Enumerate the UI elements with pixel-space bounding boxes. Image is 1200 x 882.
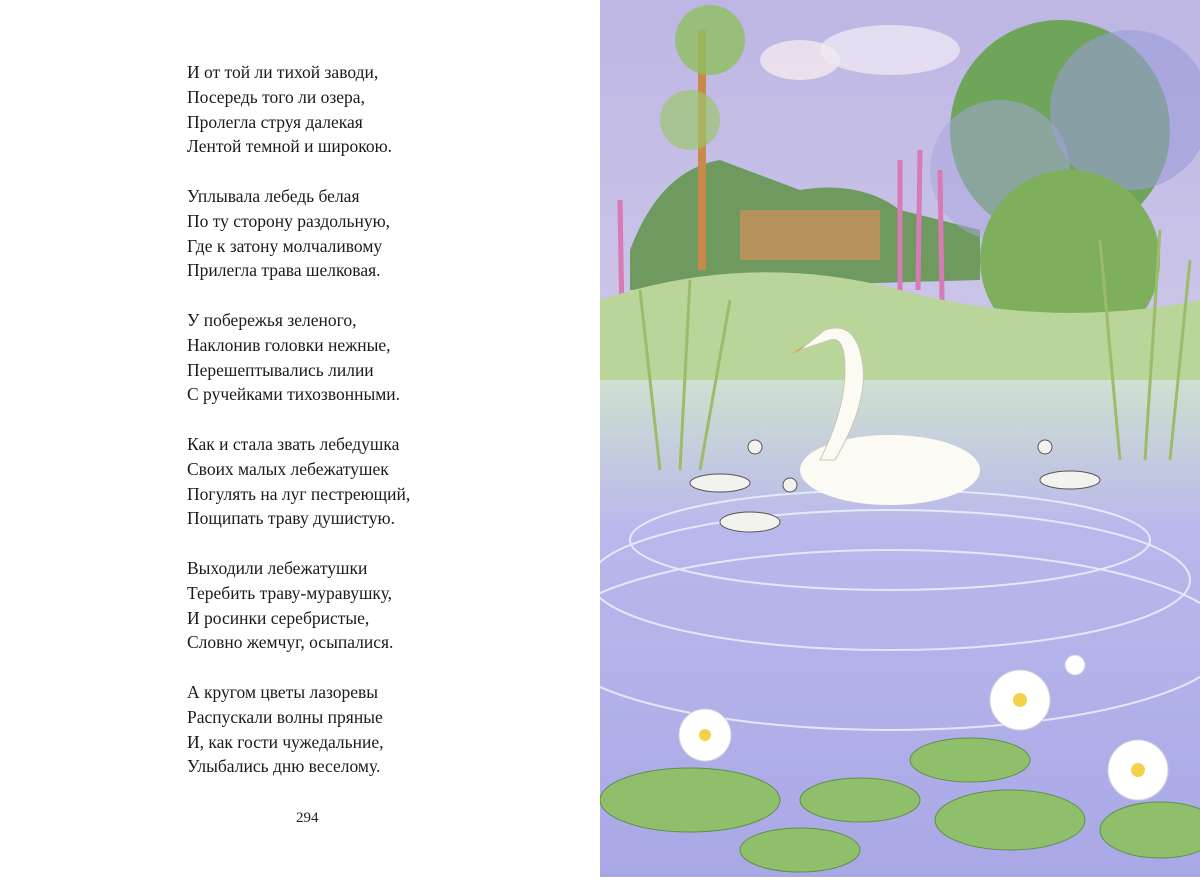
poem-line: Распускали волны пряные xyxy=(187,706,383,727)
poem-line: С ручейками тихозвонными. xyxy=(187,384,401,405)
stanza xyxy=(187,184,410,283)
poem-line: И росинки серебристые, xyxy=(187,607,370,628)
stanza xyxy=(187,556,410,655)
poem-line: Пощипать траву душистую. xyxy=(187,508,395,529)
poem-line: Перешептывались лилии xyxy=(187,359,374,380)
poem-line: Улыбались дню веселому. xyxy=(187,756,381,777)
stanza xyxy=(187,432,410,531)
poem-line: По ту сторону раздольную, xyxy=(187,210,391,231)
poem-line: Теребить траву-муравушку, xyxy=(187,582,393,603)
poem-line: Словно жемчуг, осыпалися. xyxy=(187,632,394,653)
poem-line: Лентой темной и широкою. xyxy=(187,136,393,157)
page-number: 294 xyxy=(296,810,319,826)
poem-line: У побережья зеленого, xyxy=(187,309,357,330)
poem-line: Выходили лебежатушки xyxy=(187,557,368,578)
poem-line: Где к затону молчаливому xyxy=(187,235,383,256)
poem xyxy=(187,60,410,804)
swan-lake-illustration xyxy=(600,0,1200,877)
left-page xyxy=(0,0,600,877)
poem-line: Прилегла трава шелковая. xyxy=(187,260,381,281)
poem-line: Посередь того ли озера, xyxy=(187,86,365,107)
poem-line: А кругом цветы лазоревы xyxy=(187,681,379,702)
poem-line: Наклонив головки нежные, xyxy=(187,334,391,355)
illustration-svg xyxy=(600,0,1200,877)
poem-line: Как и стала звать лебедушка xyxy=(187,433,400,454)
poem-line: И, как гости чужедальние, xyxy=(187,731,384,752)
poem-line: Пролегла струя далекая xyxy=(187,111,363,132)
stanza xyxy=(187,680,410,779)
stanza xyxy=(187,308,410,407)
poem-line: И от той ли тихой заводи, xyxy=(187,62,379,82)
poem-line: Погулять на луг пестреющий, xyxy=(187,483,411,504)
poem-line: Своих малых лебежатушек xyxy=(187,458,389,479)
poem-line: Уплывала лебедь белая xyxy=(187,185,360,206)
stanza xyxy=(187,60,410,159)
